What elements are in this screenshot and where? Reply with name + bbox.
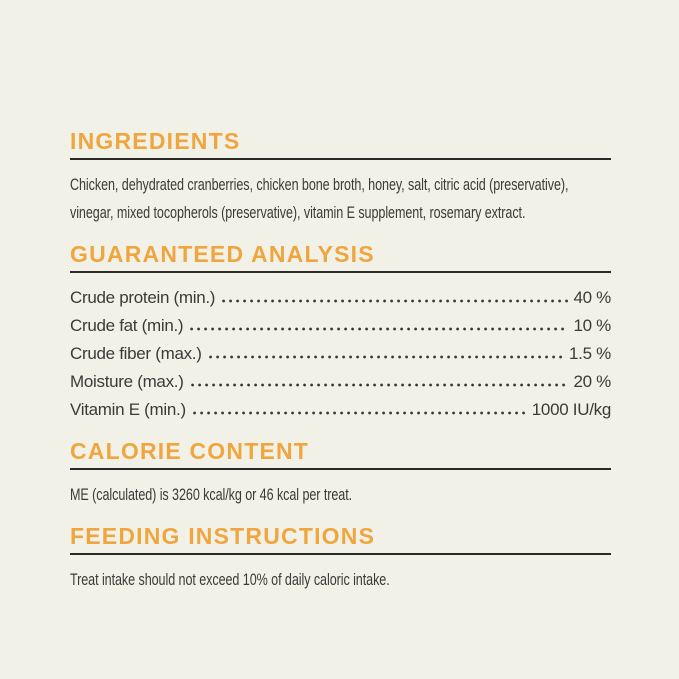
analysis-row-vitamin-e	[70, 396, 611, 424]
analysis-row-crude-protein	[70, 284, 611, 312]
feeding-instructions-text: Treat intake should not exceed 10% of daily caloric intake.	[70, 570, 390, 589]
row-value: 20 %	[573, 372, 611, 391]
feeding-instructions-section	[70, 524, 611, 594]
calorie-content-text: ME (calculated) is 3260 kcal/kg or 46 kcal per treat.	[70, 485, 353, 504]
dot-leader	[190, 327, 568, 331]
row-value: 1.5 %	[569, 344, 611, 363]
row-label: Vitamin E (min.)	[70, 400, 186, 419]
analysis-row-moisture	[70, 368, 611, 396]
ingredients-text: Chicken, dehydrated cranberries, chicken bone broth, honey, salt, citric acid (preservative), vinegar, mixed tocopherols (preservative), vitamin E supplement, rosemary extract.	[70, 175, 569, 222]
calorie-content-divider	[70, 468, 611, 470]
calorie-content-title: CALORIE CONTENT	[70, 438, 310, 464]
row-label: Moisture (max.)	[70, 372, 184, 391]
calorie-content-section	[70, 439, 611, 509]
ingredients-section	[70, 129, 611, 227]
feeding-instructions-title: FEEDING INSTRUCTIONS	[70, 523, 376, 549]
row-value: 40 %	[573, 288, 611, 307]
guaranteed-analysis-table	[70, 284, 611, 424]
guaranteed-analysis-divider	[70, 271, 611, 273]
analysis-row-crude-fat	[70, 312, 611, 340]
label-content	[70, 129, 611, 594]
row-label: Crude fat (min.)	[70, 316, 184, 335]
dot-leader	[191, 383, 569, 387]
ingredients-divider	[70, 158, 611, 160]
guaranteed-analysis-title: GUARANTEED ANALYSIS	[70, 241, 375, 267]
dot-leader	[222, 299, 568, 303]
feeding-instructions-divider	[70, 553, 611, 555]
dot-leader	[193, 411, 527, 415]
analysis-row-crude-fiber	[70, 340, 611, 368]
row-label: Crude protein (min.)	[70, 288, 216, 307]
guaranteed-analysis-section	[70, 242, 611, 424]
ingredients-title: INGREDIENTS	[70, 128, 241, 154]
dot-leader	[209, 355, 564, 359]
row-label: Crude fiber (max.)	[70, 344, 202, 363]
row-value: 10 %	[573, 316, 611, 335]
row-value: 1000 IU/kg	[531, 400, 611, 419]
